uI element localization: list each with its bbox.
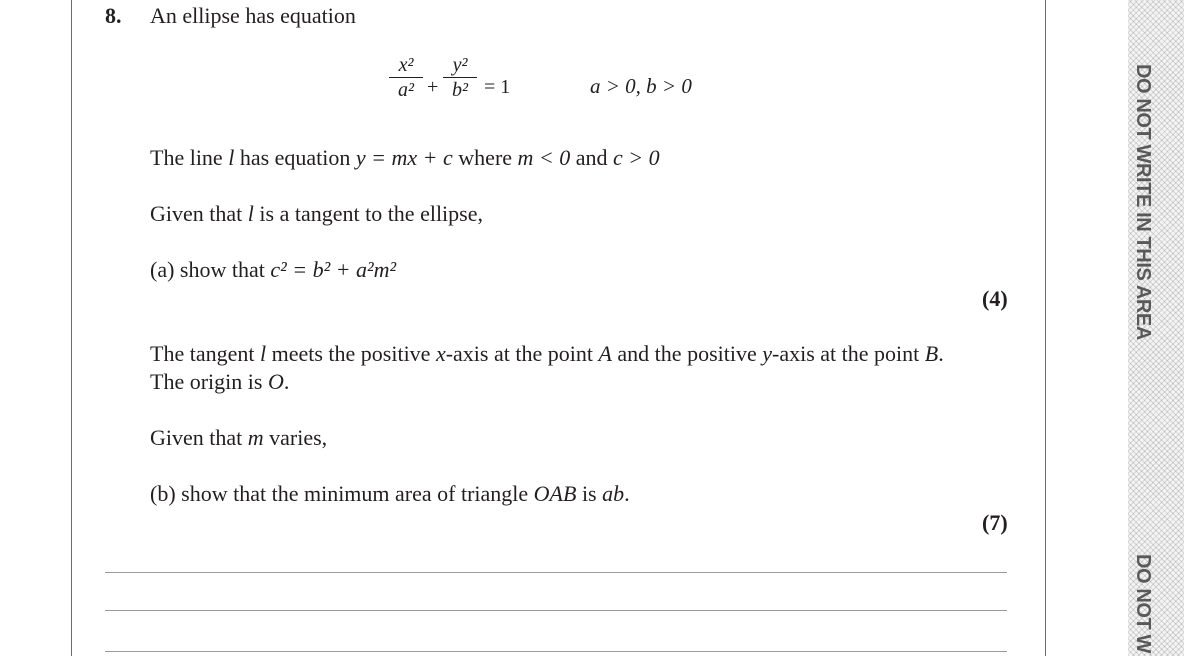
marks-part-b: (7) — [982, 510, 1008, 535]
text-segment: Given that — [150, 201, 248, 226]
text-segment: and — [570, 145, 614, 170]
text-segment: . — [938, 341, 944, 366]
text-segment: . — [624, 481, 630, 506]
text-segment: has equation — [234, 145, 356, 170]
text-segment: Given that — [150, 425, 248, 450]
marks-part-a: (4) — [982, 286, 1008, 311]
text-segment: is a tangent to the ellipse, — [253, 201, 483, 226]
fraction-bar — [389, 77, 423, 78]
fraction-denominator-b: b² — [452, 79, 468, 101]
ellipse-conditions: a > 0, b > 0 — [590, 74, 692, 98]
margin-warning-text: DO NOT WRITE IN THIS AREA — [1132, 64, 1154, 340]
answer-line[interactable] — [105, 651, 1007, 652]
math-triangle-oab: OAB — [533, 481, 577, 506]
math-var-l: l — [228, 145, 235, 170]
text-segment: show that the minimum area of triangle — [181, 481, 534, 506]
part-label: (b) — [150, 481, 182, 506]
part-b — [150, 481, 630, 507]
math-condition-m: m < 0 — [517, 145, 571, 170]
text-segment: show that — [179, 257, 271, 282]
given-tangent-statement — [150, 201, 483, 227]
math-ab: ab — [602, 481, 625, 506]
fraction-numerator-x: x² — [398, 54, 414, 76]
m-varies-statement — [150, 425, 327, 451]
fraction-numerator-y: y² — [452, 54, 468, 76]
math-condition-c: c > 0 — [613, 145, 660, 170]
text-segment: varies, — [263, 425, 328, 450]
fraction-x-over-a — [389, 54, 423, 101]
fraction-denominator-a: a² — [398, 79, 414, 101]
math-var-x: x — [435, 341, 446, 366]
text-segment: -axis at the point — [772, 341, 925, 366]
math-point-a: A — [598, 341, 612, 366]
text-segment: and the positive — [611, 341, 763, 366]
page-right-border — [1045, 0, 1046, 656]
math-var-l: l — [247, 201, 254, 226]
answer-line[interactable] — [105, 610, 1007, 611]
fraction-y-over-b — [443, 54, 477, 101]
tangent-meets-statement — [150, 341, 944, 367]
equals-one: = 1 — [484, 76, 511, 98]
text-segment: . — [283, 369, 290, 394]
math-line-equation: y = mx + c — [355, 145, 453, 170]
text-segment: The tangent — [150, 341, 260, 366]
line-equation-statement — [150, 145, 660, 171]
text-segment: is — [576, 481, 603, 506]
math-var-y: y — [762, 341, 772, 366]
question-intro: An ellipse has equation — [150, 3, 356, 28]
part-a — [150, 257, 396, 283]
page-left-border — [71, 0, 72, 656]
origin-statement — [150, 369, 289, 395]
math-expression: c² = b² + a²m² — [270, 257, 397, 282]
fraction-bar — [443, 77, 477, 78]
text-segment: meets the positive — [266, 341, 436, 366]
plus-sign: + — [427, 76, 439, 98]
answer-line[interactable] — [105, 572, 1007, 573]
question-number: 8. — [105, 3, 122, 28]
math-var-l: l — [259, 341, 267, 366]
text-segment: -axis at the point — [445, 341, 599, 366]
text-segment: The line — [150, 145, 229, 170]
math-point-b: B — [924, 341, 939, 366]
math-var-m: m — [247, 425, 264, 450]
math-point-o: O — [267, 369, 284, 394]
part-label: (a) — [150, 257, 180, 282]
text-segment: where — [452, 145, 518, 170]
text-segment: The origin is — [150, 369, 268, 394]
margin-warning-text-2: DO NOT W — [1132, 554, 1154, 654]
